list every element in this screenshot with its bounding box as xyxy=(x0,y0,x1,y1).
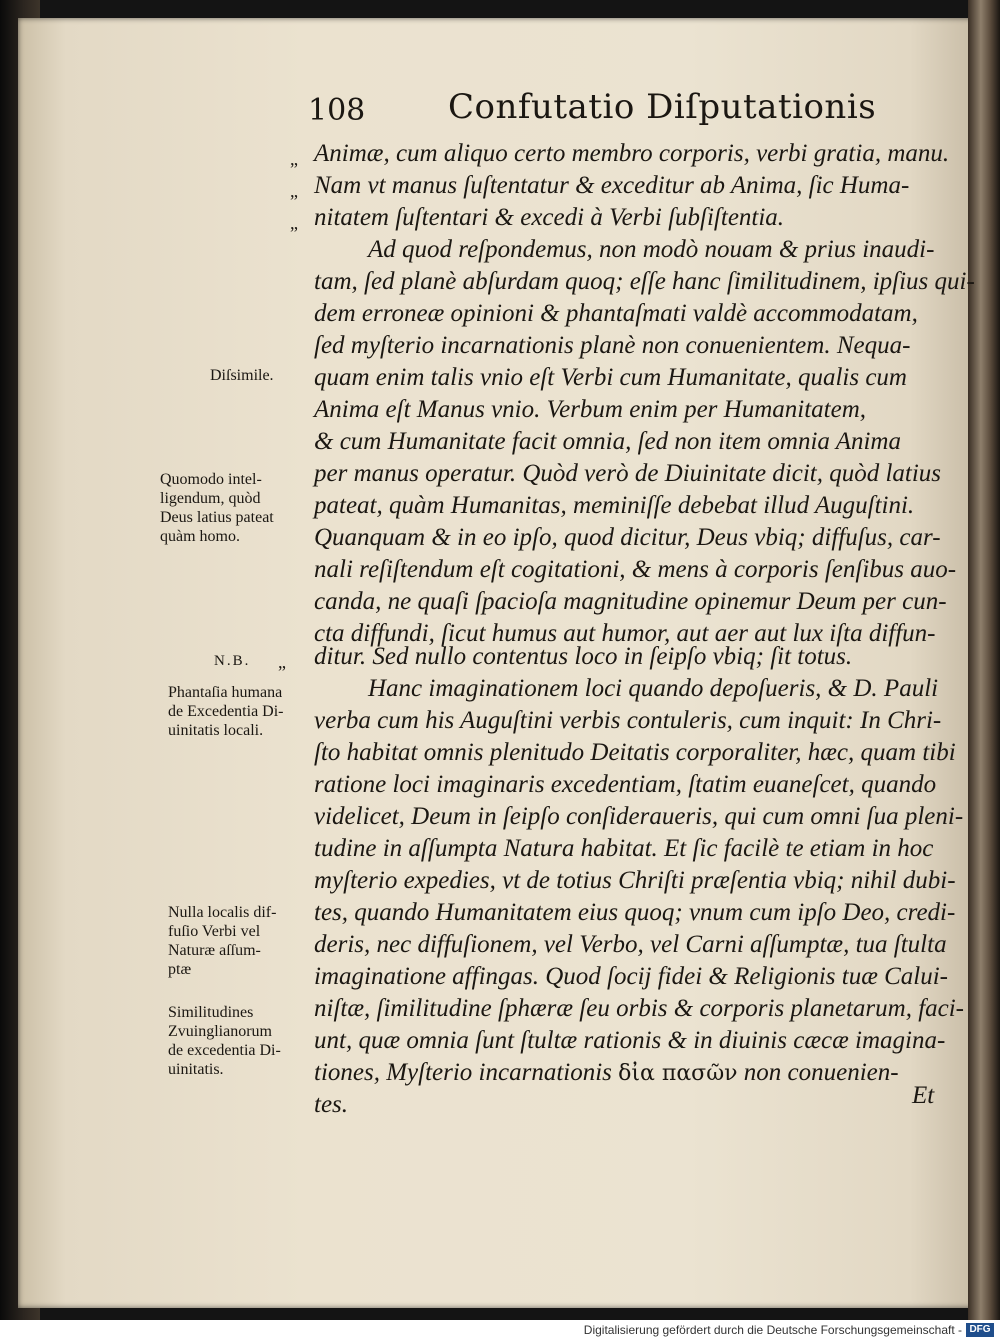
body-line: canda, ne quaſi ſpacioſa magnitudine opinemur Deum per cun- xyxy=(314,588,947,615)
body-line: tam, ſed planè abſurdam quoq; eſſe hanc ſimilitudinem, ipſius qui- xyxy=(314,268,975,295)
body-line: Nam vt manus ſuſtentatur & exceditur ab Anima, ſic Huma- xyxy=(314,172,910,199)
margin-note: Similitudines Zvuinglianorum de excedentia Di- uinitatis. xyxy=(168,1004,281,1078)
body-line: per manus operatur. Quòd verò de Diuinitate dicit, quòd latius xyxy=(314,460,942,487)
body-line: nali reſiſtendum eſt cogitationi, & mens à corporis ſenſibus auo- xyxy=(314,556,957,583)
body-line-text: non conuenien- xyxy=(743,1059,899,1086)
body-line: tes. xyxy=(314,1091,349,1118)
body-line: Ad quod reſpondemus, non modò nouam & prius inaudi- xyxy=(368,236,935,263)
body-line: ditur. Sed nullo contentus loco in ſeipſo vbiq; ſit totus. xyxy=(314,643,853,670)
running-title: Confutatio Diſputationis xyxy=(448,87,877,127)
body-line: pateat, quàm Humanitas, meminiſſe debebat illud Auguſtini. xyxy=(314,492,915,519)
margin-note: Nulla localis dif- fuſio Verbi vel Naturæ aſſum- ptæ xyxy=(168,904,277,978)
body-line xyxy=(314,1057,899,1090)
body-line-text: tiones, Myſterio incarnationis xyxy=(314,1059,612,1086)
body-line: myſterio expedies, vt de totius Chriſti præſentia vbiq; nihil dubi- xyxy=(314,867,956,894)
body-line: Quanquam & in eo ipſo, quod dicitur, Deus vbiq; diffuſus, car- xyxy=(314,524,941,551)
dfg-logo: DFG xyxy=(966,1323,994,1337)
page-edge-stack xyxy=(968,0,1000,1320)
body-line: Anima eſt Manus vnio. Verbum enim per Humanitatem, xyxy=(314,396,867,423)
body-line: videlicet, Deum in ſeipſo conſideraueris, qui cum omni ſua pleni- xyxy=(314,803,964,830)
quote-mark: „ xyxy=(278,652,286,672)
body-line: nitatem ſuſtentari & excedi à Verbi ſubſiſtentia. xyxy=(314,204,785,231)
margin-note: Quomodo intel- ligendum, quòd Deus latius pateat quàm homo. xyxy=(160,471,274,545)
body-line: deris, nec diffuſionem, vel Verbo, vel Carni aſſumptæ, tua ſtulta xyxy=(314,931,947,958)
quote-mark: „ xyxy=(290,213,298,233)
catchword: Et xyxy=(912,1082,935,1109)
page-number: 108 xyxy=(308,93,366,128)
body-line: & cum Humanitate facit omnia, ſed non item omnia Anima xyxy=(314,428,901,455)
body-line: niſtæ, ſimilitudine ſphæræ ſeu orbis & corporis planetarum, faci- xyxy=(314,995,965,1022)
funding-credit: Digitalisierung gefördert durch die Deutsche Forschungsgemeinschaft - xyxy=(583,1323,962,1337)
body-line: cta diffundi, ſicut humus aut humor, aut aer aut lux iſta diffun- xyxy=(314,620,936,647)
body-line: ſto habitat omnis plenitudo Deitatis corporaliter, hæc, quam tibi xyxy=(314,739,956,766)
body-line: ſed myſterio incarnationis planè non conuenientem. Nequa- xyxy=(314,332,911,359)
margin-note: Diſsimile. xyxy=(210,367,274,384)
margin-note: Phantaſia humana de Excedentia Di- uinitatis locali. xyxy=(168,684,284,739)
body-line: ratione loci imaginaris excedentiam, ſtatim euaneſcet, quando xyxy=(314,771,937,798)
footer-bar xyxy=(0,1320,1000,1342)
body-line: tes, quando Humanitatem eius quoq; vnum cum ipſo Deo, credi- xyxy=(314,899,956,926)
body-line: quam enim talis vnio eſt Verbi cum Humanitate, qualis cum xyxy=(314,364,907,391)
margin-note-nb: N.B. xyxy=(214,653,251,669)
body-line: dem erroneæ opinioni & phantaſmati valdè accommodatam, xyxy=(314,300,918,327)
body-line: tudine in aſſumpta Natura habitat. Et ſic facilè te etiam in hoc xyxy=(314,835,934,862)
body-line: Hanc imaginationem loci quando depoſueris, & D. Pauli xyxy=(368,675,939,702)
body-line: verba cum his Auguſtini verbis contuleris, cum inquit: In Chri- xyxy=(314,707,942,734)
body-line: imaginatione affingas. Quod ſocij fidei & Religionis tuæ Calui- xyxy=(314,963,949,990)
quote-mark: „ xyxy=(290,149,298,169)
greek-phrase: δἰα πασῶν xyxy=(618,1061,738,1086)
quote-mark: „ xyxy=(290,181,298,201)
body-line: Animæ, cum aliquo certo membro corporis, verbi gratia, manu. xyxy=(314,140,950,167)
body-line: unt, quæ omnia ſunt ſtultæ rationis & in diuinis cæcæ imagina- xyxy=(314,1027,946,1054)
